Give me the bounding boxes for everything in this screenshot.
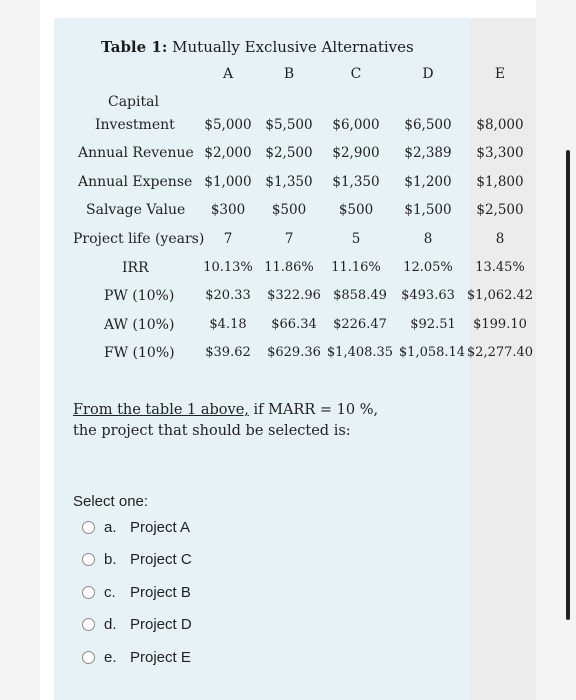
option-letter: a.	[104, 519, 117, 536]
cell-life-a: 7	[223, 231, 233, 247]
question-prompt-text: if MARR = 10 %, the project that should be selected is:	[73, 402, 379, 439]
option-text: Project D	[130, 616, 192, 633]
cell-irr-d: 12.05%	[403, 260, 453, 275]
row-label-salvage-value: Salvage Value	[86, 202, 186, 218]
option-c[interactable]	[82, 584, 191, 601]
cell-irr-c: 11.16%	[331, 260, 381, 275]
row-label-project-life: Project life (years)	[73, 231, 205, 247]
cell-salvage-e: $2,500	[476, 202, 524, 218]
scrollbar[interactable]	[566, 150, 570, 620]
cell-fw-a: $39.62	[205, 345, 251, 360]
row-label-capital-line1: Capital	[108, 94, 159, 110]
col-header-b: B	[283, 66, 295, 82]
radio-icon[interactable]	[82, 553, 95, 566]
cell-capital-a: $5,000	[204, 117, 252, 133]
cell-life-b: 7	[284, 231, 294, 247]
row-label-irr: IRR	[122, 260, 149, 276]
row-label-annual-expense: Annual Expense	[78, 174, 193, 190]
option-b[interactable]	[82, 551, 192, 568]
cell-capital-c: $6,000	[332, 117, 380, 133]
option-text: Project C	[130, 551, 192, 568]
option-text: Project E	[130, 649, 191, 666]
cell-salvage-a: $300	[210, 202, 246, 218]
cell-revenue-c: $2,900	[332, 145, 380, 161]
col-header-d: D	[422, 66, 434, 82]
col-header-a: A	[222, 66, 234, 82]
table-title-text: Mutually Exclusive Alternatives	[167, 38, 414, 56]
option-text: Project B	[130, 584, 191, 601]
cell-pw-a: $20.33	[205, 288, 251, 303]
option-letter: c.	[104, 584, 116, 601]
cell-life-e: 8	[495, 231, 505, 247]
cell-aw-e: $199.10	[473, 317, 527, 332]
cell-salvage-c: $500	[338, 202, 374, 218]
cell-pw-d: $493.63	[401, 288, 455, 303]
option-d[interactable]	[82, 616, 192, 633]
radio-icon[interactable]	[82, 586, 95, 599]
cell-life-d: 8	[423, 231, 433, 247]
cell-pw-e: $1,062.42	[466, 288, 534, 303]
cell-aw-d: $92.51	[410, 317, 456, 332]
cell-aw-c: $226.47	[333, 317, 387, 332]
cell-aw-a: $4.18	[209, 317, 247, 332]
cell-fw-b: $629.36	[267, 345, 321, 360]
cell-salvage-b: $500	[271, 202, 307, 218]
row-label-pw: PW (10%)	[104, 288, 175, 304]
cell-irr-a: 10.13%	[203, 260, 253, 275]
cell-expense-d: $1,200	[404, 174, 452, 190]
cell-capital-b: $5,500	[265, 117, 313, 133]
row-label-annual-revenue: Annual Revenue	[78, 145, 194, 161]
select-one-label: Select one:	[73, 493, 149, 510]
cell-expense-b: $1,350	[265, 174, 313, 190]
cell-irr-e: 13.45%	[475, 260, 525, 275]
cell-revenue-d: $2,389	[404, 145, 452, 161]
option-letter: b.	[104, 551, 117, 568]
row-label-fw: FW (10%)	[104, 345, 175, 361]
option-letter: e.	[104, 649, 117, 666]
radio-icon[interactable]	[82, 651, 95, 664]
question-prompt-ref: From the table 1 above,	[73, 402, 249, 418]
cell-aw-b: $66.34	[271, 317, 317, 332]
cell-capital-e: $8,000	[476, 117, 524, 133]
table-title-label: Table 1:	[101, 38, 168, 56]
cell-irr-b: 11.86%	[264, 260, 314, 275]
cell-revenue-e: $3,300	[476, 145, 524, 161]
cell-expense-c: $1,350	[332, 174, 380, 190]
cell-capital-d: $6,500	[404, 117, 452, 133]
row-label-capital-line2: Investment	[95, 117, 175, 133]
cell-salvage-d: $1,500	[404, 202, 452, 218]
question-prompt	[73, 400, 393, 442]
col-header-e: E	[494, 66, 506, 82]
cell-pw-b: $322.96	[267, 288, 321, 303]
cell-revenue-b: $2,500	[265, 145, 313, 161]
col-header-c: C	[350, 66, 362, 82]
table-title	[101, 38, 414, 56]
cell-pw-c: $858.49	[333, 288, 387, 303]
cell-life-c: 5	[351, 231, 361, 247]
option-a[interactable]	[82, 519, 190, 536]
cell-fw-e: $2,277.40	[466, 345, 534, 360]
radio-icon[interactable]	[82, 618, 95, 631]
option-text: Project A	[130, 519, 191, 536]
cell-fw-d: $1,058.14	[398, 345, 466, 360]
radio-icon[interactable]	[82, 521, 95, 534]
cell-expense-a: $1,000	[204, 174, 252, 190]
row-label-aw: AW (10%)	[104, 317, 175, 333]
option-letter: d.	[104, 616, 117, 633]
cell-fw-c: $1,408.35	[326, 345, 394, 360]
cell-expense-e: $1,800	[476, 174, 524, 190]
option-e[interactable]	[82, 649, 191, 666]
cell-revenue-a: $2,000	[204, 145, 252, 161]
